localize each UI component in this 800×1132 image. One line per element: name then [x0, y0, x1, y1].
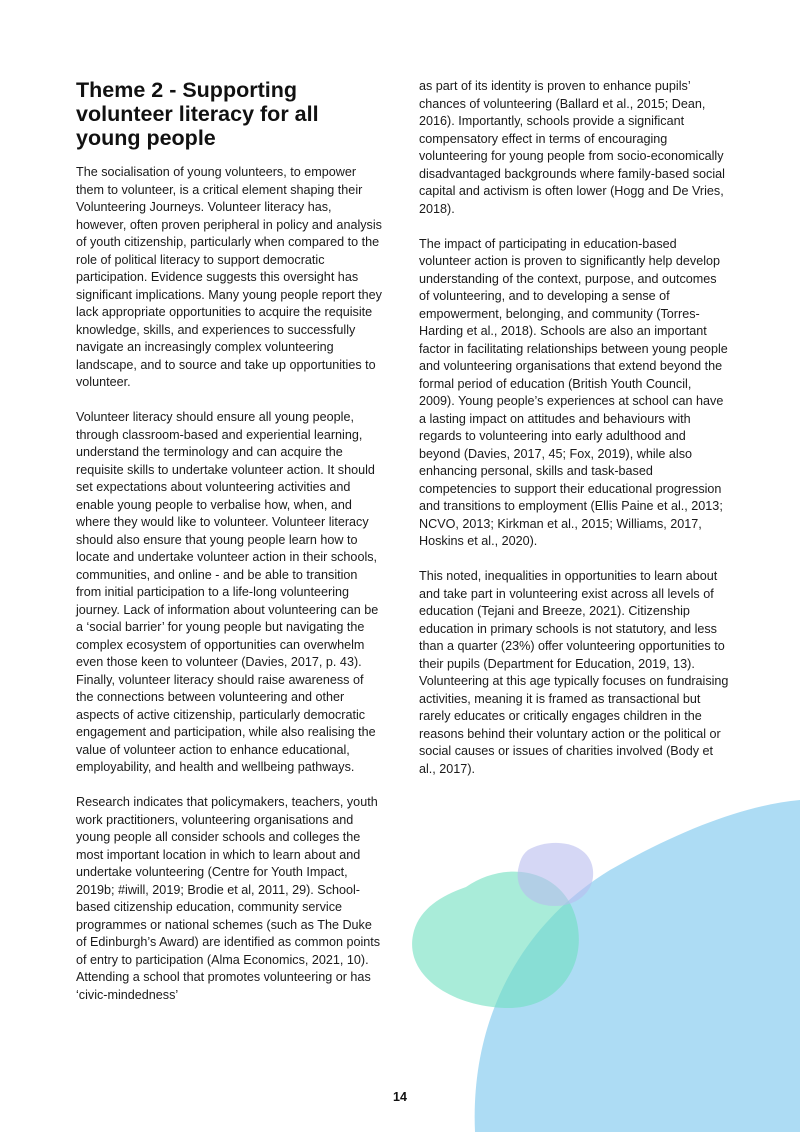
body-paragraph: as part of its identity is proven to enhance pupils’ chances of volunteering (Ballard et al., 2015; Dean, 2016). Importantly, schools provide a significant compensatory effect in terms of encouraging volunteering for young people from socio-economically disadvantaged backgrounds where family-based social capital and activism is often lower (Hogg and De Vries, 2018).	[419, 79, 725, 216]
body-paragraph: The socialisation of young volunteers, to empower them to volunteer, is a critical element shaping their Volunteering Journeys. Volunteer literacy has, however, often proven peripheral in policy and analysis of youth citizenship, particularly when compared to the role of political literacy to support democratic participation. Evidence suggests this oversight has significant implications. Many young people report they lack appropriate opportunities to acquire the requisite knowledge, skills, and experiences to successfully navigate an increasingly complex volunteering landscape, and to source and take up opportunities to volunteer.	[76, 165, 382, 389]
page-number: 14	[393, 1090, 407, 1104]
left-column	[76, 78, 384, 1022]
right-column	[419, 78, 729, 796]
body-paragraph: Research indicates that policymakers, teachers, youth work practitioners, volunteering organisations and young people all consider schools and colleges the most important location in which to learn about and undertake volunteering (Centre for Youth Impact, 2019b; #iwill, 2019; Brodie et al, 2011, 29). School-based citizenship education, community service programmes or national schemes (such as The Duke of Edinburgh’s Award) are identified as common points of entry to participation (Alma Economics, 2021, 10). Attending a school that promotes volunteering or has ‘civic-mindedness’	[76, 795, 381, 1002]
section-heading: Theme 2 - Supporting volunteer literacy for all young people	[76, 78, 319, 150]
body-paragraph: The impact of participating in education-based volunteer action is proven to significantly help develop understanding of the context, purpose, and outcomes of volunteering, and to developing a sense of empowerment, belonging, and community (Torres-Harding et al., 2018). Schools are also an important factor in facilitating relationships between young people and volunteering organisations that extend beyond the formal period of education (British Youth Council, 2009). Young people’s experiences at school can have a lasting impact on attitudes and behaviours with regards to volunteering into early adulthood and beyond (Davies, 2017, 45; Fox, 2019), while also enhancing personal, skills and task-based competencies to support their educational progression and transitions to employment (Ellis Paine et al., 2013; NCVO, 2013; Kirkman et al., 2015; Williams, 2017, Hoskins et al., 2020).	[419, 236, 728, 548]
body-paragraph: Volunteer literacy should ensure all young people, through classroom-based and experiential learning, understand the terminology and can acquire the requisite skills to undertake volunteer action. It should set expectations about volunteering activities and enable young people to verbalise how, when, and where they would like to volunteer. Volunteer literacy should also ensure that young people learn how to locate and undertake volunteer action in their schools, communities, and online - and be able to transition from initial participation to a life-long volunteering journey. Lack of information about volunteering can be a ‘social barrier’ for young people but navigating the complex ecosystem of opportunities can overwhelm even those keen to volunteer (Davies, 2017, p. 43). Finally, volunteer literacy should raise awareness of the connections between volunteering and other aspects of active citizenship, particularly democratic engagement and participation, while also realising the value of volunteer action to enhance educational, employability, and health and wellbeing pathways.	[76, 410, 379, 774]
decorative-blob-purple-icon	[518, 843, 594, 906]
body-paragraph: This noted, inequalities in opportunities to learn about and take part in volunteering exist across all levels of education (Tejani and Breeze, 2021). Citizenship education in primary schools is not statutory, and less than a quarter (23%) offer volunteering opportunities to their pupils (Department for Education, 2019, 13). Volunteering at this age typically focuses on fundraising activities, meaning it is framed as transactional but rarely educates or critically engages children in the reasons behind their voluntary action or the political or social causes or issues of charities involved (Body et al., 2017).	[419, 569, 729, 776]
